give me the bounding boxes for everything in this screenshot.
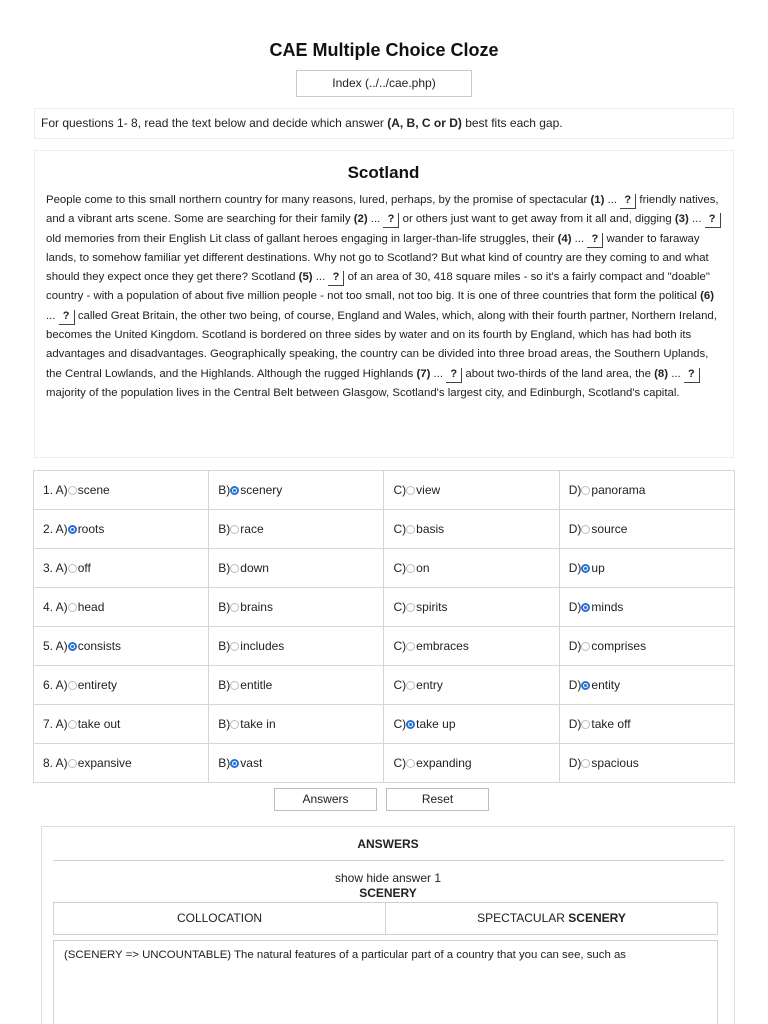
passage-title: Scotland [347,163,420,182]
option-letter: B) [218,717,231,731]
option-text: view [416,483,441,497]
option-letter: C) [393,600,407,614]
instructions-bold: (A, B, C or D) [387,116,462,130]
instructions-suffix: best fits each gap. [461,116,563,130]
radio-button[interactable] [68,681,77,690]
option-3-b[interactable] [218,561,269,575]
option-1-b[interactable] [218,483,282,497]
option-letter: C) [393,717,407,731]
option-letter: C) [393,522,407,536]
question-row-1 [34,471,735,510]
gap-hint-button-2[interactable]: ? [383,213,399,228]
radio-button[interactable] [68,486,77,495]
radio-button[interactable] [406,720,415,729]
gap-number: (5) [298,271,313,284]
radio-button[interactable] [68,720,77,729]
radio-button[interactable] [230,486,239,495]
option-3-d[interactable] [569,561,605,575]
radio-button[interactable] [230,564,239,573]
option-cell [559,666,734,705]
question-label: 8. A) [43,756,68,770]
option-letter: D) [568,483,582,497]
option-letter: D) [568,717,582,731]
option-5-b[interactable] [218,639,284,653]
option-letter: D) [568,522,582,536]
radio-button[interactable] [406,564,415,573]
option-cell [384,666,559,705]
collocation-prefix: SPECTACULAR [477,911,569,925]
collocation-table [53,902,718,935]
question-label: 4. A) [43,600,68,614]
option-cell [384,705,559,744]
option-2-a[interactable] [43,522,104,536]
option-8-c[interactable] [393,756,471,770]
gap-hint-button-7[interactable]: ? [446,368,462,383]
option-6-d[interactable] [569,678,620,692]
option-cell [34,744,209,783]
instructions-prefix: For questions 1- 8, read the text below and decide which answer [41,116,388,130]
option-text: panorama [591,483,646,497]
radio-button[interactable] [230,525,239,534]
option-cell [34,549,209,588]
passage-segment: wander to faraway lands, to somehow familiar yet different destinations. Why not go to Scotland? But what kind of country are they coming to and what should they expect once they get there? Scotland [46,232,709,284]
option-6-b[interactable] [218,678,272,692]
option-cell [559,705,734,744]
gap-ellipsis: ... [370,213,381,226]
gap-number: (1) [590,194,605,206]
radio-button[interactable] [230,720,239,729]
option-letter: D) [568,561,582,575]
question-label: 6. A) [43,678,68,692]
option-text: entirety [77,678,118,692]
option-text: take off [591,717,631,731]
gap-hint-button-4[interactable]: ? [587,233,603,248]
option-cell [209,627,384,666]
option-letter: B) [218,678,231,692]
passage-segment: or others just want to get away from it all and, digging [399,213,675,226]
option-text: entry [416,678,443,692]
passage-segment: People come to this small northern country for many reasons, lured, perhaps, by the promise of spectacular [46,194,591,206]
option-text: take up [416,717,456,731]
option-text: minds [591,600,624,614]
radio-button[interactable] [406,603,415,612]
option-letter: C) [393,561,407,575]
answers-divider [53,860,724,861]
option-cell [34,510,209,549]
option-text: head [77,600,105,614]
option-letter: D) [568,678,582,692]
option-1-d[interactable] [569,483,646,497]
question-row-2 [34,510,735,549]
radio-button[interactable] [68,642,77,651]
option-text: down [240,561,269,575]
option-5-a[interactable] [43,639,121,653]
option-2-c[interactable] [393,522,444,536]
gap-ellipsis: ... [671,367,681,380]
options-table [33,470,735,783]
radio-button[interactable] [68,564,77,573]
passage-segment: of an area of 30, 418 square miles - so it's a fairly compact and "doable" country - with a population of about five million people - not too small, not too big. It is one of three countries that form the political [46,271,710,303]
radio-button[interactable] [406,642,415,651]
question-label: 5. A) [43,639,68,653]
option-7-a[interactable] [43,717,120,731]
question-label: 2. A) [43,522,68,536]
gap-hint-button-5[interactable]: ? [328,271,344,286]
gap-hint-button-6[interactable]: ? [59,310,75,325]
question-row-6 [34,666,735,705]
radio-button[interactable] [230,642,239,651]
option-cell [559,627,734,666]
option-text: brains [240,600,273,614]
question-row-7 [34,705,735,744]
index-link[interactable]: Index (../../cae.php) [296,70,472,97]
question-row-8 [34,744,735,783]
option-4-c[interactable] [393,600,447,614]
option-cell [209,471,384,510]
option-cell [209,588,384,627]
option-cell [34,471,209,510]
gap-number: (6) [700,290,714,303]
option-text: on [416,561,430,575]
passage-box [34,150,734,458]
page-title: CAE Multiple Choice Cloze [269,40,499,60]
answers-button[interactable]: Answers [274,788,377,811]
option-letter: C) [393,639,407,653]
option-text: scene [77,483,110,497]
radio-button[interactable] [581,720,590,729]
option-text: race [240,522,264,536]
option-7-d[interactable] [569,717,631,731]
gap-number: (7) [416,367,431,380]
option-8-b[interactable] [218,756,262,770]
option-text: spacious [591,756,639,770]
gap-hint-button-8[interactable]: ? [684,368,700,383]
option-cell [384,627,559,666]
collocation-label: COLLOCATION [176,911,263,925]
answer-definition: (SCENERY => UNCOUNTABLE) The natural features of a particular part of a country that you can see, such as [53,940,718,1024]
radio-button[interactable] [406,486,415,495]
gap-ellipsis: ... [433,367,444,380]
radio-button[interactable] [581,759,590,768]
option-cell [559,471,734,510]
option-text: up [591,561,605,575]
option-7-c[interactable] [393,717,455,731]
gap-hint-button-1[interactable]: ? [620,194,636,209]
option-text: entitle [240,678,273,692]
option-cell [559,588,734,627]
question-row-3 [34,549,735,588]
option-text: includes [240,639,285,653]
radio-button[interactable] [581,525,590,534]
option-cell [209,705,384,744]
option-cell [559,549,734,588]
option-6-c[interactable] [393,678,442,692]
answers-title: ANSWERS [357,837,419,851]
show-hide-answer-link[interactable]: show hide answer 1 [334,871,442,885]
option-text: take in [240,717,276,731]
option-text: roots [77,522,105,536]
option-letter: C) [393,483,407,497]
option-letter: D) [568,639,582,653]
option-text: vast [240,756,263,770]
option-text: basis [416,522,445,536]
option-2-b[interactable] [218,522,263,536]
gap-number: (8) [654,367,669,380]
option-text: expansive [77,756,132,770]
passage-segment: called Great Britain, the other two being, of course, England and Wales, which, along with their fourth partner, Northern Ireland, becomes the United Kingdom. Scotland is bordered on three sides by water and on its fourth by England, which has had both its advantages and disadvantages. Geographically speaking, the country can be divided into three broad areas, the Southern Uplands, the Central Lowlands, and the Highlands. Although the rugged Highlands [46,309,717,380]
option-cell [34,705,209,744]
gap-ellipsis: ... [691,213,702,226]
option-text: embraces [416,639,469,653]
option-letter: C) [393,756,407,770]
gap-number: (3) [674,213,689,226]
gap-ellipsis: ... [46,309,56,322]
option-cell [209,744,384,783]
gap-number: (2) [353,213,368,226]
option-cell [209,549,384,588]
question-label: 7. A) [43,717,68,731]
question-row-4 [34,588,735,627]
option-letter: B) [218,561,231,575]
passage-segment: majority of the population lives in the Central Belt between Glasgow, Scotland's largest city, and Edinburgh, Scotland's capital. [46,386,680,399]
question-row-5 [34,627,735,666]
radio-button[interactable] [406,759,415,768]
option-6-a[interactable] [43,678,117,692]
option-letter: D) [568,756,582,770]
option-text: off [77,561,91,575]
option-letter: B) [218,756,231,770]
option-text: source [591,522,628,536]
collocation-word: SCENERY [568,911,626,925]
option-cell [384,549,559,588]
radio-button[interactable] [406,525,415,534]
option-cell [34,666,209,705]
radio-button[interactable] [230,603,239,612]
option-3-a[interactable] [43,561,91,575]
option-2-d[interactable] [569,522,628,536]
option-1-a[interactable] [43,483,110,497]
option-letter: C) [393,678,407,692]
option-letter: B) [218,639,231,653]
option-1-c[interactable] [393,483,440,497]
option-text: scenery [240,483,283,497]
gap-ellipsis: ... [315,271,326,284]
option-cell [384,744,559,783]
passage-segment: friendly natives, and a vibrant arts scene. Some are searching for their family [46,194,719,226]
option-8-d[interactable] [569,756,639,770]
option-text: consists [77,639,122,653]
option-text: comprises [591,639,647,653]
option-cell [209,666,384,705]
answer-word: SCENERY [359,886,417,900]
radio-button[interactable] [581,564,590,573]
option-cell [34,627,209,666]
option-letter: D) [568,600,582,614]
option-letter: B) [218,483,231,497]
gap-number: (4) [557,232,572,245]
option-cell [34,588,209,627]
radio-button[interactable] [581,603,590,612]
answers-panel [41,826,735,1024]
passage-segment: old memories from their English Lit class of gallant heroes engaging in larger-than-life struggles, their [46,232,558,245]
option-5-c[interactable] [393,639,468,653]
question-label: 1. A) [43,483,68,497]
option-4-a[interactable] [43,600,104,614]
option-text: expanding [416,756,472,770]
radio-button[interactable] [581,486,590,495]
radio-button[interactable] [406,681,415,690]
option-text: entity [591,678,621,692]
radio-button[interactable] [68,759,77,768]
gap-ellipsis: ... [574,232,585,245]
option-cell [559,510,734,549]
option-cell [209,510,384,549]
option-text: take out [77,717,121,731]
option-7-b[interactable] [218,717,275,731]
collocation-example [385,903,717,934]
passage-text [46,191,721,403]
question-label: 3. A) [43,561,68,575]
option-cell [559,744,734,783]
option-4-d[interactable] [569,600,624,614]
option-cell [384,471,559,510]
reset-button[interactable]: Reset [386,788,489,811]
gap-ellipsis: ... [607,194,618,206]
option-letter: B) [218,522,231,536]
option-3-c[interactable] [393,561,429,575]
radio-button[interactable] [581,681,590,690]
option-letter: B) [218,600,231,614]
radio-button[interactable] [68,525,77,534]
option-8-a[interactable] [43,756,132,770]
option-5-d[interactable] [569,639,646,653]
option-cell [384,588,559,627]
option-text: spirits [416,600,448,614]
option-4-b[interactable] [218,600,273,614]
option-cell [384,510,559,549]
radio-button[interactable] [230,759,239,768]
passage-segment: about two-thirds of the land area, the [462,367,655,380]
gap-hint-button-3[interactable]: ? [705,213,721,228]
radio-button[interactable] [68,603,77,612]
radio-button[interactable] [230,681,239,690]
radio-button[interactable] [581,642,590,651]
instructions [34,108,734,139]
